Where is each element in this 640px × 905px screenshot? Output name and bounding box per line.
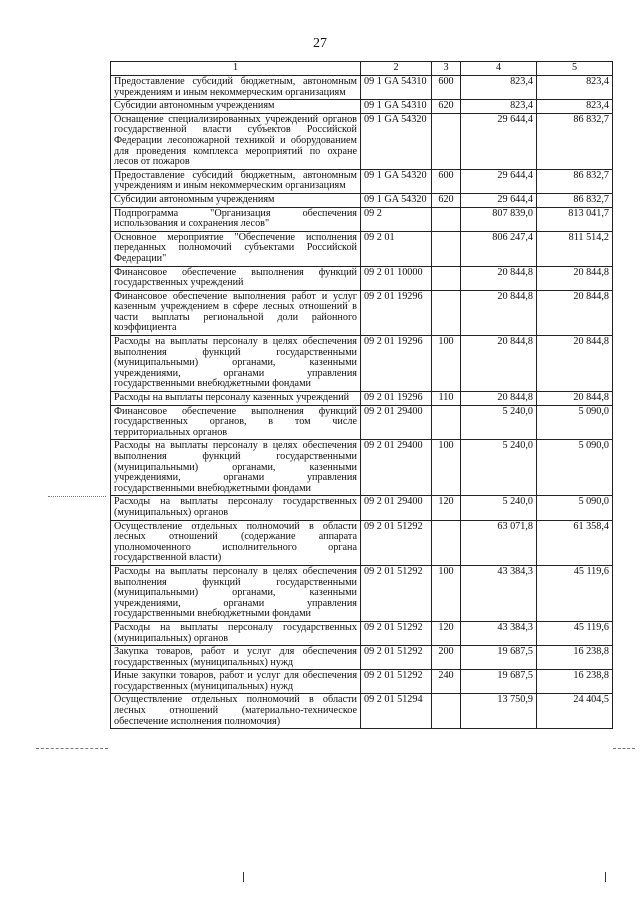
- row-name-cell: Основное мероприятие "Обеспечение исполнения переданных полномочий субъектами Российской Федерации": [111, 231, 361, 266]
- row-sum-2023-cell: 19 687,5: [461, 646, 537, 670]
- row-sum-2023-cell: 5 240,0: [461, 496, 537, 520]
- scan-mark: [243, 872, 244, 882]
- row-name-cell: Оснащение специализированных учреждений органов государственной власти субъектов Российской Федерации лесопожарной техникой и оборудованием для проведения комплекса мероприятий по охране лесов от пожаров: [111, 113, 361, 169]
- row-vr-cell: [432, 207, 461, 231]
- row-vr-cell: 620: [432, 100, 461, 114]
- row-name-cell: Финансовое обеспечение выполнения функций государственных органов, в том числе территориальных органов: [111, 405, 361, 440]
- row-vr-cell: 100: [432, 440, 461, 496]
- row-name-cell: Расходы на выплаты персоналу в целях обеспечения выполнения функций государственными (муниципальными) органами, казенными учреждениями, органами управления государственными внебюджетными фондами: [111, 336, 361, 392]
- row-code-cell: 09 1 GA 54310: [361, 100, 432, 114]
- row-sum-2024-cell: 86 832,7: [537, 169, 613, 193]
- row-code-cell: 09 2 01 51292: [361, 565, 432, 621]
- row-vr-cell: 240: [432, 670, 461, 694]
- row-code-cell: 09 2 01 29400: [361, 496, 432, 520]
- table-row: [111, 496, 613, 520]
- row-sum-2024-cell: 45 119,6: [537, 621, 613, 645]
- row-sum-2024-cell: 5 090,0: [537, 405, 613, 440]
- row-vr-cell: 110: [432, 392, 461, 406]
- table-row: [111, 76, 613, 100]
- row-vr-cell: [432, 231, 461, 266]
- row-code-cell: 09 2: [361, 207, 432, 231]
- row-sum-2023-cell: 20 844,8: [461, 290, 537, 335]
- row-sum-2023-cell: 43 384,3: [461, 621, 537, 645]
- row-sum-2024-cell: 86 832,7: [537, 193, 613, 207]
- row-code-cell: 09 2 01 51292: [361, 646, 432, 670]
- table-row: [111, 169, 613, 193]
- table-row: [111, 694, 613, 729]
- table-row: [111, 290, 613, 335]
- row-vr-cell: 100: [432, 565, 461, 621]
- row-vr-cell: [432, 113, 461, 169]
- row-sum-2024-cell: 813 041,7: [537, 207, 613, 231]
- table-row: [111, 440, 613, 496]
- row-code-cell: 09 2 01: [361, 231, 432, 266]
- page-number: 27: [313, 36, 327, 51]
- header-cell: 3: [432, 62, 461, 76]
- table-row: [111, 670, 613, 694]
- row-sum-2023-cell: 806 247,4: [461, 231, 537, 266]
- row-vr-cell: [432, 290, 461, 335]
- row-code-cell: 09 2 01 29400: [361, 405, 432, 440]
- row-vr-cell: 100: [432, 336, 461, 392]
- table-row: [111, 231, 613, 266]
- row-name-cell: Иные закупки товаров, работ и услуг для обеспечения государственных (муниципальных) нужд: [111, 670, 361, 694]
- table-row: [111, 565, 613, 621]
- row-sum-2024-cell: 20 844,8: [537, 392, 613, 406]
- table-header-row: [111, 62, 613, 76]
- row-sum-2023-cell: 5 240,0: [461, 405, 537, 440]
- row-name-cell: Расходы на выплаты персоналу казенных учреждений: [111, 392, 361, 406]
- row-sum-2024-cell: 16 238,8: [537, 670, 613, 694]
- row-sum-2023-cell: 823,4: [461, 100, 537, 114]
- row-sum-2024-cell: 5 090,0: [537, 440, 613, 496]
- row-sum-2023-cell: 5 240,0: [461, 440, 537, 496]
- row-sum-2024-cell: 16 238,8: [537, 646, 613, 670]
- row-sum-2024-cell: 61 358,4: [537, 520, 613, 565]
- row-name-cell: Подпрограмма "Организация обеспечения использования и сохранения лесов": [111, 207, 361, 231]
- row-name-cell: Финансовое обеспечение выполнения функций государственных учреждений: [111, 266, 361, 290]
- row-vr-cell: [432, 520, 461, 565]
- row-name-cell: Расходы на выплаты персоналу в целях обеспечения выполнения функций государственными (муниципальными) органами, казенными учреждениями, органами управления государственными внебюджетными фондами: [111, 440, 361, 496]
- row-sum-2023-cell: 20 844,8: [461, 392, 537, 406]
- row-sum-2023-cell: 29 644,4: [461, 113, 537, 169]
- row-name-cell: Субсидии автономным учреждениям: [111, 100, 361, 114]
- row-code-cell: 09 2 01 19296: [361, 392, 432, 406]
- row-vr-cell: 600: [432, 169, 461, 193]
- table-row: [111, 520, 613, 565]
- row-sum-2024-cell: 20 844,8: [537, 290, 613, 335]
- row-name-cell: Расходы на выплаты персоналу государственных (муниципальных) органов: [111, 621, 361, 645]
- row-code-cell: 09 1 GA 54310: [361, 76, 432, 100]
- row-vr-cell: 600: [432, 76, 461, 100]
- row-vr-cell: 120: [432, 621, 461, 645]
- header-cell: 4: [461, 62, 537, 76]
- table-row: [111, 621, 613, 645]
- row-sum-2024-cell: 20 844,8: [537, 266, 613, 290]
- row-sum-2024-cell: 823,4: [537, 100, 613, 114]
- row-sum-2023-cell: 19 687,5: [461, 670, 537, 694]
- scan-dash-line: [613, 748, 635, 749]
- row-code-cell: 09 1 GA 54320: [361, 169, 432, 193]
- row-sum-2023-cell: 20 844,8: [461, 336, 537, 392]
- row-code-cell: 09 2 01 51292: [361, 670, 432, 694]
- row-vr-cell: [432, 266, 461, 290]
- header-cell: 2: [361, 62, 432, 76]
- row-name-cell: Расходы на выплаты персоналу в целях обеспечения выполнения функций государственными (муниципальными) органами, казенными учреждениями, органами управления государственными внебюджетными фондами: [111, 565, 361, 621]
- row-vr-cell: [432, 694, 461, 729]
- table-row: [111, 113, 613, 169]
- scan-dash-line: [36, 748, 108, 749]
- scan-mark: [605, 872, 606, 882]
- row-sum-2024-cell: 5 090,0: [537, 496, 613, 520]
- row-sum-2023-cell: 13 750,9: [461, 694, 537, 729]
- row-name-cell: Предоставление субсидий бюджетным, автономным учреждениям и иным некоммерческим организациям: [111, 76, 361, 100]
- row-sum-2024-cell: 45 119,6: [537, 565, 613, 621]
- row-code-cell: 09 1 GA 54320: [361, 113, 432, 169]
- row-code-cell: 09 2 01 10000: [361, 266, 432, 290]
- row-name-cell: Предоставление субсидий бюджетным, автономным учреждениям и иным некоммерческим организациям: [111, 169, 361, 193]
- row-sum-2023-cell: 29 644,4: [461, 169, 537, 193]
- row-vr-cell: 120: [432, 496, 461, 520]
- row-sum-2024-cell: 24 404,5: [537, 694, 613, 729]
- table-row: [111, 266, 613, 290]
- header-cell: 1: [111, 62, 361, 76]
- row-name-cell: Осуществление отдельных полномочий в области лесных отношений (материально-техническое обеспечение исполнения полномочия): [111, 694, 361, 729]
- table-row: [111, 193, 613, 207]
- row-sum-2023-cell: 63 071,8: [461, 520, 537, 565]
- row-vr-cell: 200: [432, 646, 461, 670]
- row-name-cell: Финансовое обеспечение выполнения работ и услуг казенным учреждением в сфере лесных отношений в части выплаты региональной доли районного коэффициента: [111, 290, 361, 335]
- budget-table: [110, 61, 613, 729]
- row-sum-2024-cell: 86 832,7: [537, 113, 613, 169]
- header-cell: 5: [537, 62, 613, 76]
- row-code-cell: 09 2 01 51292: [361, 621, 432, 645]
- row-sum-2023-cell: 20 844,8: [461, 266, 537, 290]
- table-row: [111, 392, 613, 406]
- row-name-cell: Расходы на выплаты персоналу государственных (муниципальных) органов: [111, 496, 361, 520]
- row-code-cell: 09 2 01 51294: [361, 694, 432, 729]
- row-code-cell: 09 2 01 19296: [361, 290, 432, 335]
- row-name-cell: Осуществление отдельных полномочий в области лесных отношений (содержание аппарата уполномоченного исполнительного органа государственной власти): [111, 520, 361, 565]
- row-vr-cell: [432, 405, 461, 440]
- table-row: [111, 646, 613, 670]
- row-sum-2023-cell: 823,4: [461, 76, 537, 100]
- row-name-cell: Закупка товаров, работ и услуг для обеспечения государственных (муниципальных) нужд: [111, 646, 361, 670]
- row-sum-2023-cell: 29 644,4: [461, 193, 537, 207]
- row-sum-2023-cell: 43 384,3: [461, 565, 537, 621]
- row-code-cell: 09 1 GA 54320: [361, 193, 432, 207]
- scan-dash-line: [48, 496, 106, 497]
- row-sum-2024-cell: 823,4: [537, 76, 613, 100]
- table-row: [111, 336, 613, 392]
- row-code-cell: 09 2 01 29400: [361, 440, 432, 496]
- row-vr-cell: 620: [432, 193, 461, 207]
- table-row: [111, 405, 613, 440]
- row-name-cell: Субсидии автономным учреждениям: [111, 193, 361, 207]
- row-sum-2024-cell: 811 514,2: [537, 231, 613, 266]
- row-code-cell: 09 2 01 51292: [361, 520, 432, 565]
- row-sum-2024-cell: 20 844,8: [537, 336, 613, 392]
- table-row: [111, 100, 613, 114]
- row-sum-2023-cell: 807 839,0: [461, 207, 537, 231]
- row-code-cell: 09 2 01 19296: [361, 336, 432, 392]
- table-row: [111, 207, 613, 231]
